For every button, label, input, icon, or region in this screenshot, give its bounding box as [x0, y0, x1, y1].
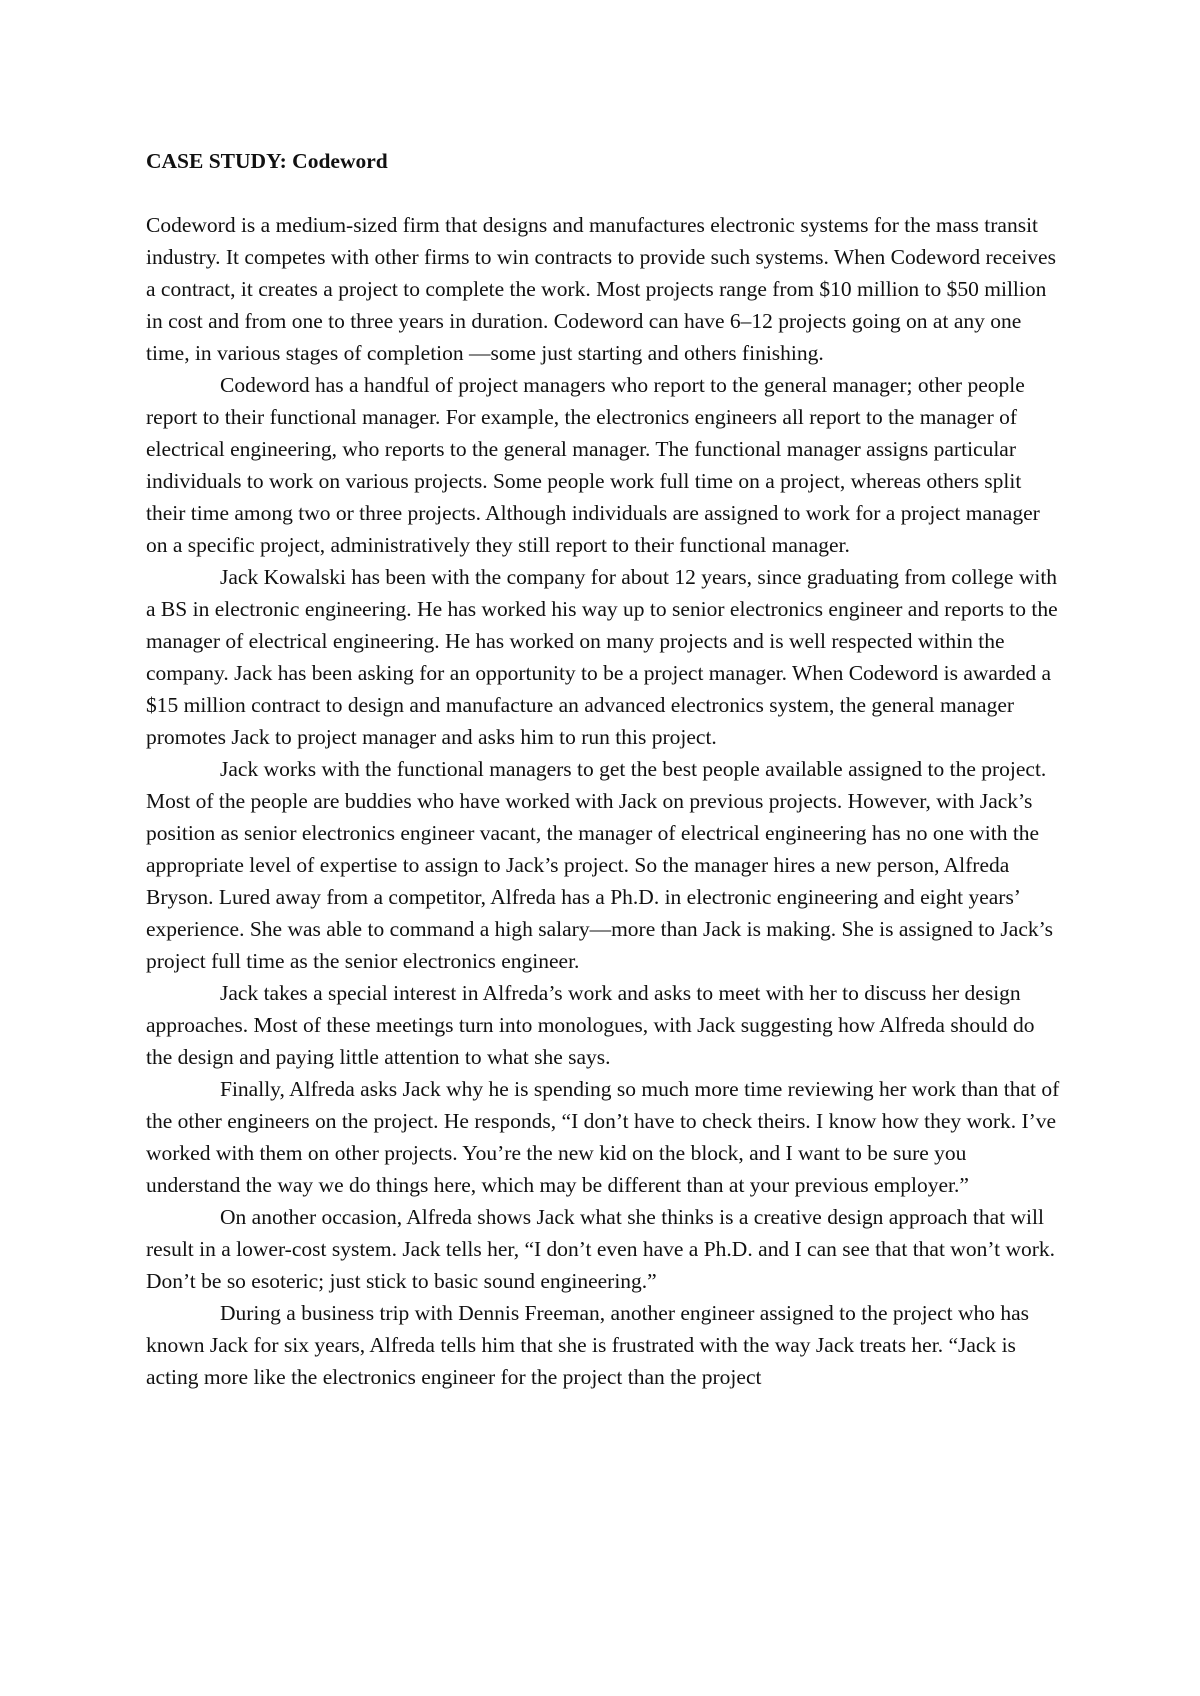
paragraph-meetings: Jack takes a special interest in Alfreda’s work and asks to meet with her to discuss her design approaches. Most of these meetings turn into monologues, with Jack suggesting how Alfreda should do the design and paying little attention to what she says. — [146, 981, 1035, 1069]
case-study-title: CASE STUDY: Codeword — [146, 149, 388, 173]
title-spacer — [146, 177, 1066, 209]
paragraph-organization: Codeword has a handful of project managers who report to the general manager; other people report to their functional manager. For example, the electronics engineers all report to the manager of electrical engineering, who reports to the general manager. The functional manager assigns particular individuals to work on various projects. Some people work full time on a project, whereas others split their time among two or three projects. Although individuals are assigned to work for a project manager on a specific project, administratively they still report to their functional manager. — [146, 373, 1040, 557]
paragraph-design-approach: On another occasion, Alfreda shows Jack what she thinks is a creative design approach that will result in a lower-cost system. Jack tells her, “I don’t even have a Ph.D. and I can see that that won’t work. Don’t be so esoteric; just stick to basic sound engineering.” — [146, 1205, 1056, 1293]
paragraph-intro: Codeword is a medium-sized firm that designs and manufactures electronic systems for the mass transit industry. It competes with other firms to win contracts to provide such systems. When Codeword receives a contract, it creates a project to complete the work. Most projects range from $10 million to $50 million in cost and from one to three years in duration. Codeword can have 6–12 projects going on at any one time, in various stages of completion —some just starting and others finishing. — [146, 213, 1056, 365]
document-body — [146, 145, 1066, 1393]
paragraph-business-trip: During a business trip with Dennis Freeman, another engineer assigned to the project who has known Jack for six years, Alfreda tells him that she is frustrated with the way Jack treats her. “Jack is acting more like the electronics engineer for the project than the project — [146, 1301, 1030, 1389]
paragraph-team-assignment: Jack works with the functional managers to get the best people available assigned to the project. Most of the people are buddies who have worked with Jack on previous projects. However, with Jack’s position as senior electronics engineer vacant, the manager of electrical engineering has no one with the appropriate level of expertise to assign to Jack’s project. So the manager hires a new person, Alfreda Bryson. Lured away from a competitor, Alfreda has a Ph.D. in electronic engineering and eight years’ experience. She was able to command a high salary—more than Jack is making. She is assigned to Jack’s project full time as the senior electronics engineer. — [146, 757, 1053, 973]
paragraph-review-question: Finally, Alfreda asks Jack why he is spending so much more time reviewing her work than that of the other engineers on the project. He responds, “I don’t have to check theirs. I know how they work. I’ve worked with them on other projects. You’re the new kid on the block, and I want to be sure you understand the way we do things here, which may be different than at your previous employer.” — [146, 1077, 1060, 1197]
paragraph-jack-background: Jack Kowalski has been with the company for about 12 years, since graduating from college with a BS in electronic engineering. He has worked his way up to senior electronics engineer and reports to the manager of electrical engineering. He has worked on many projects and is well respected within the company. Jack has been asking for an opportunity to be a project manager. When Codeword is awarded a $15 million contract to design and manufacture an advanced electronics system, the general manager promotes Jack to project manager and asks him to run this project. — [146, 565, 1058, 749]
